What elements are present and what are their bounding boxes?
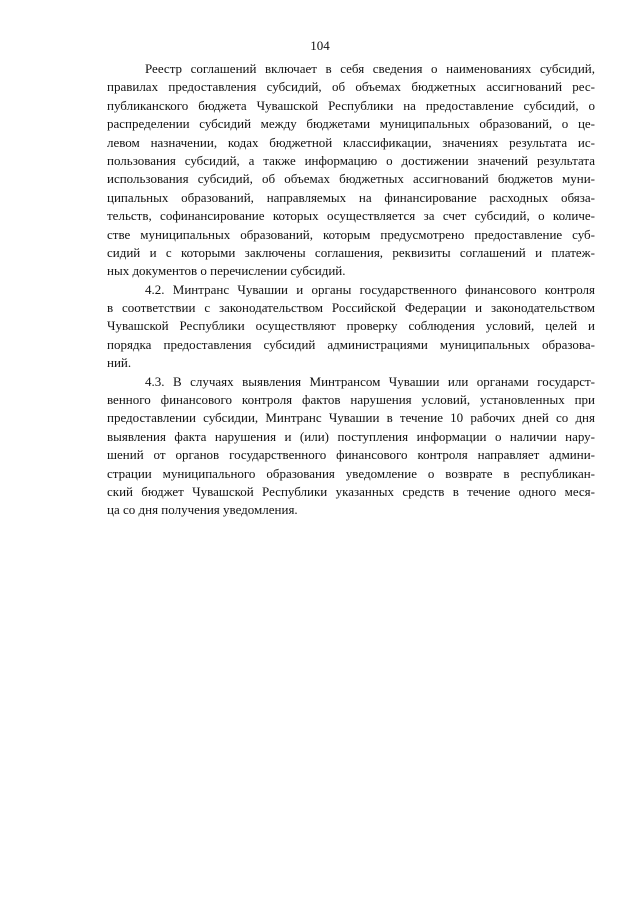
text-line: тельств, софинансирование которых осуществляется за счет субсидий, о количе- [107, 208, 595, 224]
text-line: шений от органов государственного финансового контроля направляет админи- [107, 447, 595, 463]
text-line: в соответствии с законодательством Российской Федерации и законодательством [107, 300, 595, 316]
paragraph-registry [107, 60, 595, 281]
paragraph-4-3 [107, 373, 595, 520]
text-line: пользования субсидий, а также информацию о достижении значений результата [107, 152, 595, 168]
text-line: 4.2. Минтранс Чувашии и органы государственного финансового контроля [145, 281, 595, 297]
text-line: венного финансового контроля фактов нарушения условий, установленных при [107, 392, 595, 408]
text-line: использования субсидий, об объемах бюджетных ассигнований бюджетов муни- [107, 171, 595, 187]
text-line: ца со дня получения уведомления. [107, 502, 298, 518]
text-line: ский бюджет Чувашской Республики указанных средств в течение одного меся- [107, 483, 595, 499]
text-line: Реестр соглашений включает в себя сведения о наименованиях субсидий, [145, 61, 595, 76]
page-number: 104 [310, 38, 330, 53]
text-line: левом назначении, кодах бюджетной классификации, значениях результата ис- [107, 134, 595, 150]
text-line: ципальных образований, направляемых на финансирование расходных обяза- [107, 189, 595, 205]
paragraph-4-2 [107, 281, 595, 373]
text-line: страции муниципального образования уведомление о возврате в республикан- [107, 465, 595, 481]
text-line: выявления факта нарушения и (или) поступления информации о наличии нару- [107, 428, 595, 444]
text-line: публиканского бюджета Чувашской Республики на предоставление субсидий, о [107, 97, 595, 113]
document-body [107, 60, 595, 520]
text-line: 4.3. В случаях выявления Минтрансом Чувашии или органами государст- [145, 373, 595, 389]
text-line: Чувашской Республики осуществляют проверку соблюдения условий, целей и [107, 318, 595, 334]
text-line: ных документов о перечислении субсидий. [107, 263, 346, 279]
text-line: сидий и с которыми заключены соглашения, реквизиты соглашений и платеж- [107, 244, 595, 260]
text-line: правилах предоставления субсидий, об объемах бюджетных ассигнований рес- [107, 79, 595, 95]
text-line: ний. [107, 355, 132, 371]
text-line: стве муниципальных образований, которым предусмотрено предоставление суб- [107, 226, 595, 242]
text-line: предоставлении субсидии, Минтранс Чувашии в течение 10 рабочих дней со дня [107, 410, 595, 426]
text-line: распределении субсидий между бюджетами муниципальных образований, о це- [107, 116, 595, 132]
text-line: порядка предоставления субсидий администрациями муниципальных образова- [107, 336, 595, 352]
